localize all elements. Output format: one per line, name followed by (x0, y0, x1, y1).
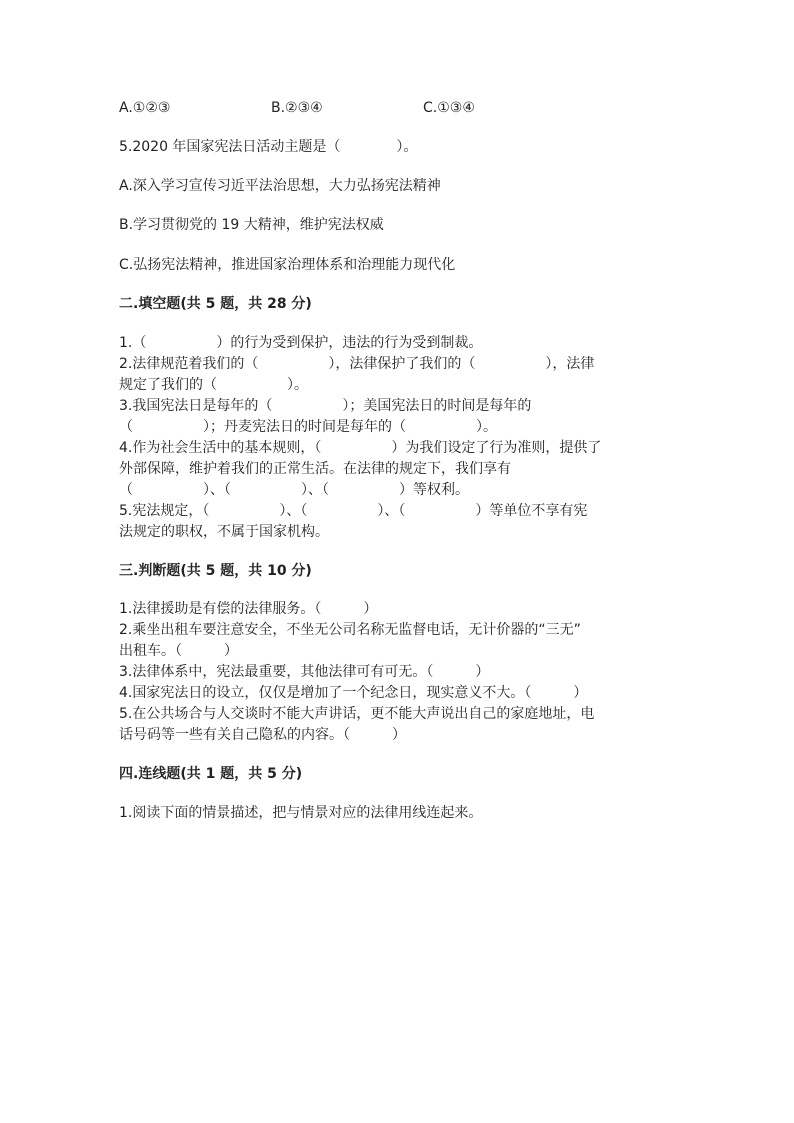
fill-line: 规定了我们的（ ）。 (119, 377, 308, 393)
judge-section-heading: 三.判断题(共 5 题，共 10 分) (119, 563, 312, 579)
option-a: A.①②③ (119, 100, 171, 116)
fill-line: 外部保障，维护着我们的正常生活。在法律的规定下，我们享有 (119, 461, 511, 477)
fill-line: 4.作为社会生活中的基本规则，（ ）为我们设定了行为准则，提供了 (119, 440, 602, 456)
fill-section-heading: 二.填空题(共 5 题，共 28 分) (119, 296, 312, 312)
judge-line: 出租车。（ ） (119, 643, 238, 659)
option-c: C.①③④ (423, 100, 475, 116)
judge-line: 4.国家宪法日的设立，仅仅是增加了一个纪念日，现实意义不大。（ ） (119, 685, 588, 701)
question-5-option-b: B.学习贯彻党的 19 大精神，维护宪法权威 (119, 217, 384, 233)
fill-line: 3.我国宪法日是每年的（ ）；美国宪法日的时间是每年的 (119, 398, 532, 414)
question-5-option-c: C.弘扬宪法精神，推进国家治理体系和治理能力现代化 (119, 257, 456, 273)
judge-line: 3.法律体系中，宪法最重要，其他法律可有可无。（ ） (119, 664, 490, 680)
fill-line: 5.宪法规定，（ ）、（ ）、（ ）等单位不享有宪 (119, 503, 588, 519)
fill-line: （ ）；丹麦宪法日的时间是每年的（ ）。 (119, 419, 497, 435)
fill-line: 2.法律规范着我们的（ ），法律保护了我们的（ ），法律 (119, 356, 595, 372)
fill-line: （ ）、（ ）、（ ）等权利。 (119, 482, 469, 498)
match-line: 1.阅读下面的情景描述，把与情景对应的法律用线连起来。 (119, 805, 483, 821)
match-section-heading: 四.连线题(共 1 题，共 5 分) (119, 766, 303, 782)
question-5-option-a: A.深入学习宣传习近平法治思想，大力弘扬宪法精神 (119, 178, 441, 194)
judge-line: 5.在公共场合与人交谈时不能大声讲话，更不能大声说出自己的家庭地址，电 (119, 706, 595, 722)
judge-line: 2.乘坐出租车要注意安全，不坐无公司名称无监督电话，无计价器的“三无” (119, 622, 581, 638)
fill-line: 1.（ ）的行为受到保护，违法的行为受到制裁。 (119, 335, 483, 351)
option-b: B.②③④ (271, 100, 323, 116)
fill-line: 法规定的职权，不属于国家机构。 (119, 524, 329, 540)
question-5: 5.2020 年国家宪法日活动主题是（ ）。 (119, 139, 418, 155)
judge-line: 1.法律援助是有偿的法律服务。（ ） (119, 601, 378, 617)
judge-line: 话号码等一些有关自己隐私的内容。（ ） (119, 727, 406, 743)
